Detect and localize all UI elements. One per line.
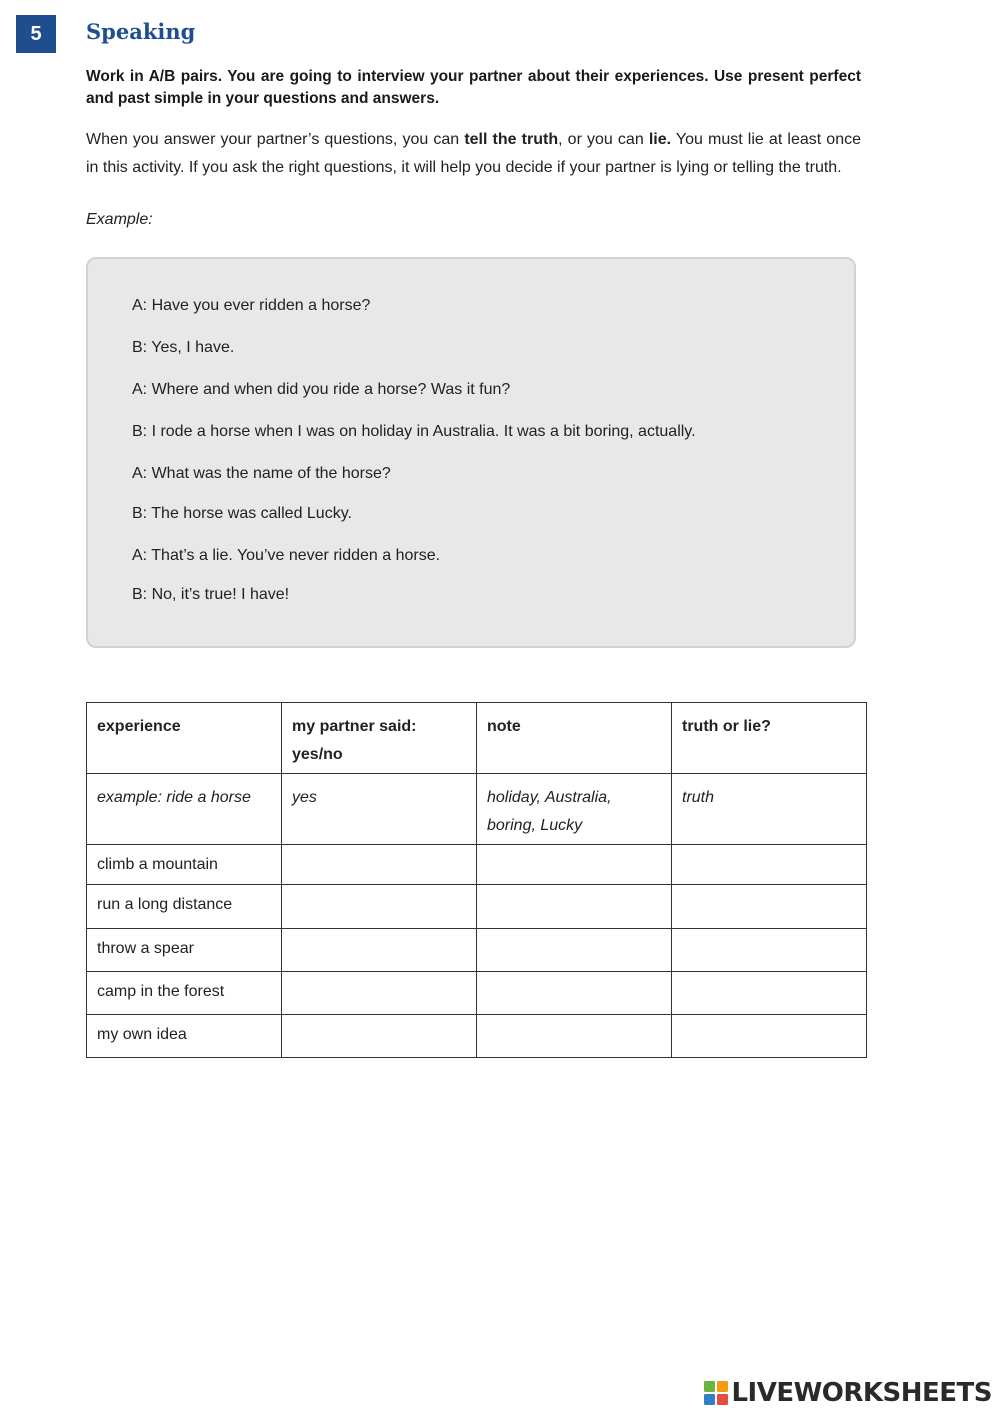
dialogue-line: B: I rode a horse when I was on holiday in Australia. It was a bit boring, actually. bbox=[132, 423, 696, 440]
dialogue-line: A: That’s a lie. You’ve never ridden a horse. bbox=[132, 547, 441, 564]
watermark-text: LIVEWORKSHEETS bbox=[731, 1378, 992, 1408]
answer-cell[interactable] bbox=[282, 1015, 477, 1058]
section-title: Speaking bbox=[86, 19, 196, 44]
truth-or-lie-cell[interactable] bbox=[672, 845, 867, 885]
row-experience: camp in the forest bbox=[87, 972, 282, 1015]
dialogue-line: A: Have you ever ridden a horse? bbox=[132, 297, 371, 314]
truth-or-lie-cell[interactable] bbox=[672, 1015, 867, 1058]
answer-cell[interactable] bbox=[282, 972, 477, 1015]
instructions-text: Work in A/B pairs. You are going to interview your partner about their experiences. Use present perfect and past simple in your questions and answers. bbox=[86, 68, 861, 107]
row-experience: run a long distance bbox=[87, 885, 282, 929]
section-number-badge: 5 bbox=[16, 15, 56, 53]
liveworksheets-logo-icon bbox=[704, 1381, 728, 1405]
truth-or-lie-cell[interactable] bbox=[672, 929, 867, 972]
dialogue-line: B: Yes, I have. bbox=[132, 339, 235, 356]
dialogue-line: B: No, it’s true! I have! bbox=[132, 586, 290, 603]
row-experience: throw a spear bbox=[87, 929, 282, 972]
example-experience: example: ride a horse bbox=[87, 774, 282, 845]
example-partner-said: yes bbox=[282, 774, 477, 845]
note-cell[interactable] bbox=[477, 972, 672, 1015]
header-note: note bbox=[477, 703, 672, 774]
answer-cell[interactable] bbox=[282, 885, 477, 929]
note-cell[interactable] bbox=[477, 885, 672, 929]
answer-cell[interactable] bbox=[282, 929, 477, 972]
intro-truth-phrase: tell the truth bbox=[464, 131, 559, 148]
example-dialogue-box bbox=[86, 257, 856, 648]
header-truth-or-lie: truth or lie? bbox=[672, 703, 867, 774]
table-row bbox=[87, 885, 867, 929]
intro-text-part2: , or you can bbox=[558, 131, 649, 148]
example-label: Example: bbox=[86, 211, 153, 228]
note-cell[interactable] bbox=[477, 929, 672, 972]
row-experience: my own idea bbox=[87, 1015, 282, 1058]
row-experience: climb a mountain bbox=[87, 845, 282, 885]
header-experience: experience bbox=[87, 703, 282, 774]
liveworksheets-watermark bbox=[704, 1379, 992, 1407]
dialogue-line: A: What was the name of the horse? bbox=[132, 465, 391, 482]
dialogue-line: B: The horse was called Lucky. bbox=[132, 505, 352, 522]
intro-paragraph bbox=[86, 126, 861, 181]
table-row bbox=[87, 972, 867, 1015]
table-example-row bbox=[87, 774, 867, 845]
intro-text-part1: When you answer your partner’s questions, you can bbox=[86, 131, 465, 148]
header-partner-said: my partner said: yes/no bbox=[282, 703, 477, 774]
answer-cell[interactable] bbox=[282, 845, 477, 885]
example-note: holiday, Australia, boring, Lucky bbox=[477, 774, 672, 845]
intro-lie-word: lie. bbox=[648, 131, 672, 148]
experience-table bbox=[86, 702, 867, 1058]
intro-text-part3: You must lie at least once in this activity. If you ask the right questions, it will help you decide if your partner is lying or telling the truth. bbox=[86, 131, 862, 176]
table-row bbox=[87, 929, 867, 972]
truth-or-lie-cell[interactable] bbox=[672, 972, 867, 1015]
note-cell[interactable] bbox=[477, 1015, 672, 1058]
table-header-row bbox=[87, 703, 867, 774]
table-row bbox=[87, 1015, 867, 1058]
dialogue-line: A: Where and when did you ride a horse? Was it fun? bbox=[132, 381, 511, 398]
table-row bbox=[87, 845, 867, 885]
note-cell[interactable] bbox=[477, 845, 672, 885]
example-truth-or-lie: truth bbox=[672, 774, 867, 845]
truth-or-lie-cell[interactable] bbox=[672, 885, 867, 929]
